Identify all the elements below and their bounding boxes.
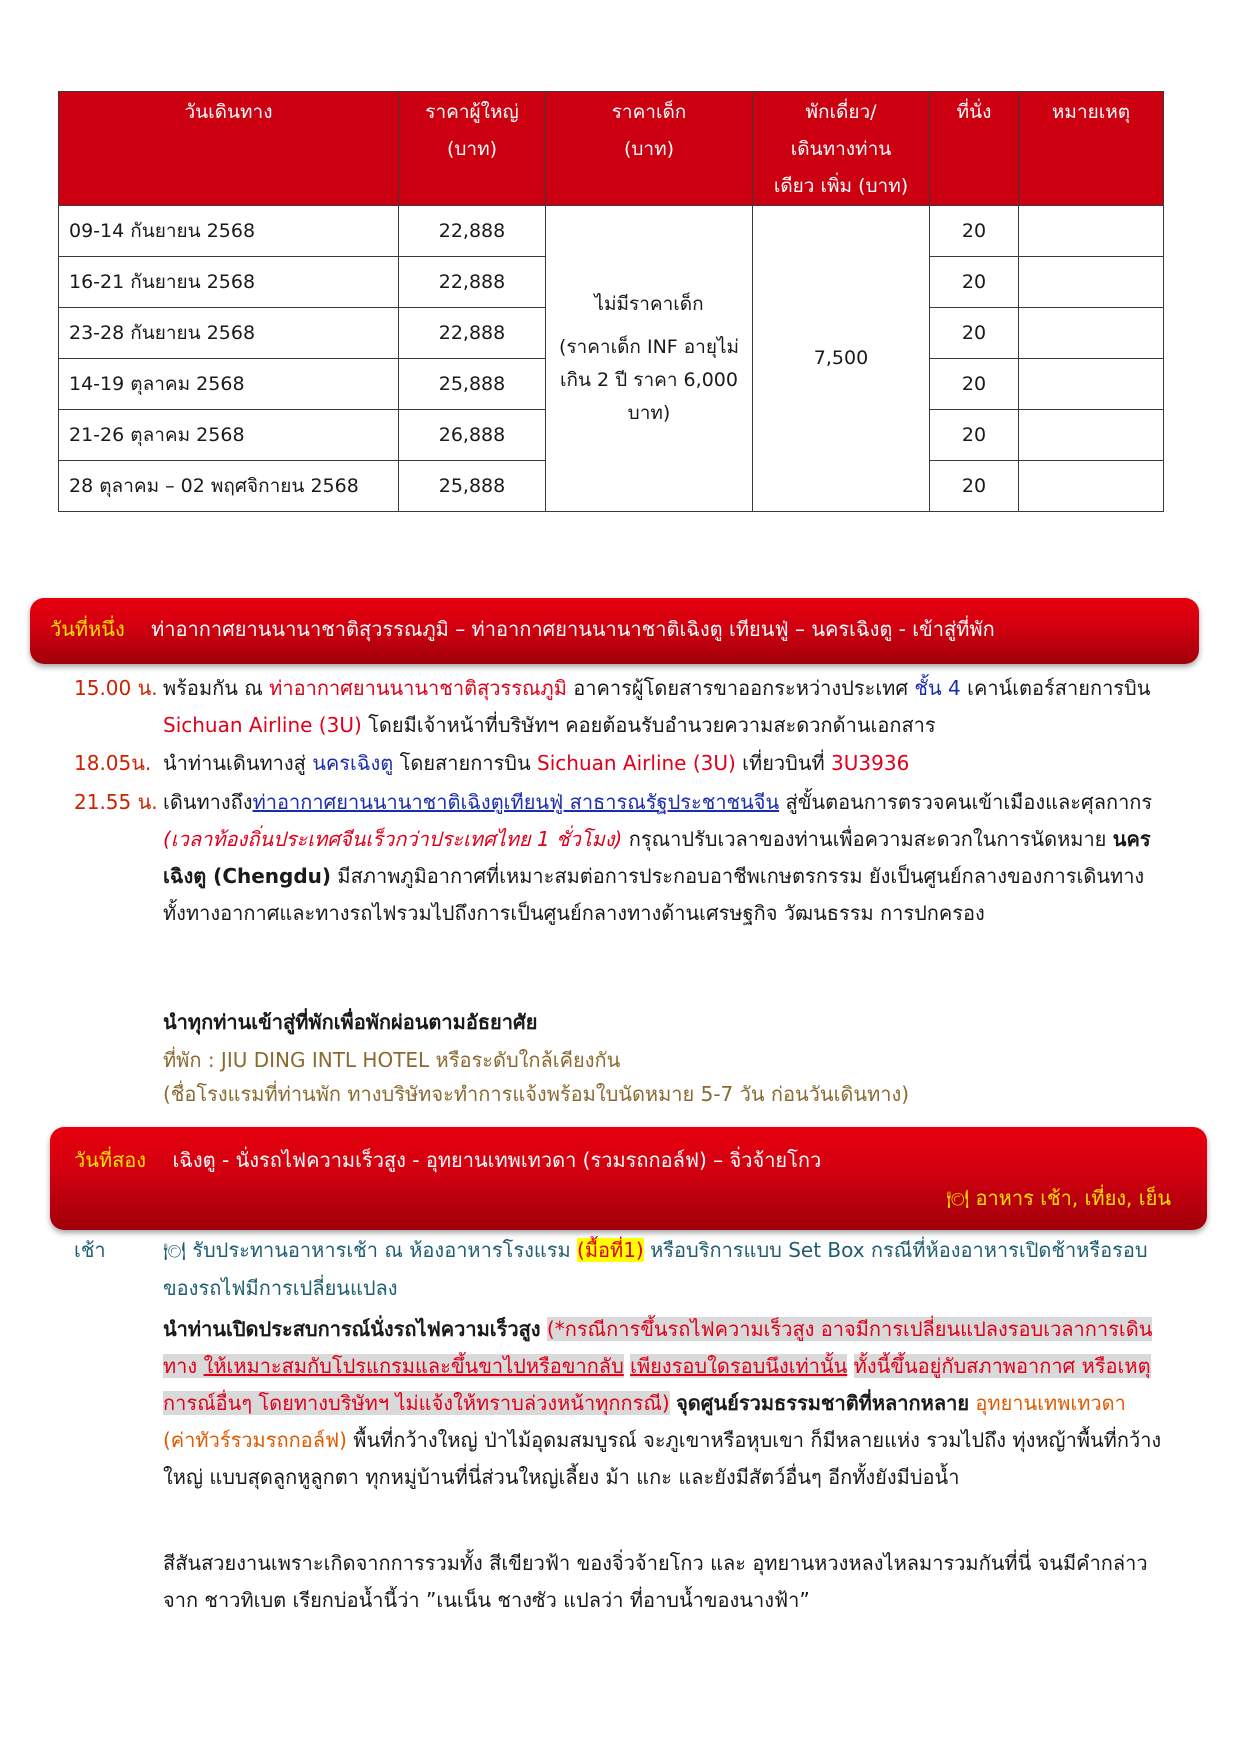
text: โดยสายการบิน (393, 751, 538, 775)
row-seats: 20 (930, 410, 1019, 461)
day1-rest: นำทุกท่านเข้าสู่ที่พักเพื่อพักผ่อนตามอัธยาศัย (163, 1010, 538, 1034)
day1-hotel: ที่พัก : JIU DING INTL HOTEL หรือระดับใกล้เคียงกัน (163, 1048, 621, 1072)
row-remark (1019, 359, 1164, 410)
train-note-underline: ให้เหมาะสมกับโปรแกรมและขึ้นขาไปหรือขากลับ (203, 1354, 624, 1378)
row-adult-price: 25,888 (399, 461, 546, 512)
airline-text: Sichuan Airline (3U) (163, 713, 362, 737)
single-supplement: 7,500 (753, 206, 930, 512)
text: เคาน์เตอร์สายการบิน (960, 676, 1151, 700)
meals-info (946, 1182, 1171, 1214)
text: โดยมีเจ้าหน้าที่บริษัทฯ คอยต้อนรับอำนวยความสะดวกด้านเอกสาร (361, 713, 936, 737)
header-single-supplement: พักเดี่ยว/ เดินทางท่าน เดียว เพิ่ม (บาท) (753, 92, 930, 206)
train-note-underline: เพียงรอบใดรอบนึงเท่านั้น (630, 1354, 848, 1378)
suvarnabhumi-link: ท่าอากาศยานนานาชาติสุวรรณภูมิ (269, 676, 567, 700)
park-description: พื้นที่กว้างใหญ่ ป่าไม้อุดมสมบูรณ์ จะภูเขาหรือหุบเขา ก็มีหลายแห่ง รวมไปถึง ทุ่งหญ้าพื้นที่กว้างใหญ่ แบบสุดลูกหูลูกตา ทุกหมู่บ้านที่นี่ส่วนใหญ่เลี้ยง ม้า แกะ และยังมีสัตว์อื่นๆ อีกทั้งยังมีบ่อน้ำ (163, 1428, 1162, 1489)
item-text (163, 745, 1163, 782)
item-text (163, 784, 1163, 932)
row-date: 14-19 ตุลาคม 2568 (59, 359, 399, 410)
text: เดินทางถึง (163, 790, 253, 814)
price-table (58, 91, 1164, 512)
row-date: 28 ตุลาคม – 02 พฤศจิกายน 2568 (59, 461, 399, 512)
child-price-note: (ราคาเด็ก INF อายุไม่เกิน 2 ปี ราคา 6,000 บาท) (558, 335, 740, 424)
day1-hotel-note: (ชื่อโรงแรมที่ท่านพัก ทางบริษัทจะทำการแจ้งพร้อมใบนัดหมาย 5-7 วัน ก่อนวันเดินทาง) (163, 1082, 910, 1106)
day1-banner (30, 598, 1199, 664)
row-seats: 20 (930, 359, 1019, 410)
row-remark (1019, 461, 1164, 512)
flight-number: 3U3936 (831, 751, 910, 775)
day2-route: เฉิงตู - นั่งรถไฟความเร็วสูง - อุทยานเทพเทวดา (รวมรถกอล์ฟ) – จิ่วจ้ายโกว (172, 1148, 822, 1172)
train-note: (*กรณีการขึ้นรถไฟความเร็วสูง อาจมีการเปลี่ยนแปลงรอบเวลาการเดินทาง (163, 1317, 1153, 1378)
chengdu-bold: นครเฉิงตู (Chengdu) (163, 827, 1151, 888)
row-adult-price: 26,888 (399, 410, 546, 461)
dining-icon: 🍽 (163, 1241, 186, 1262)
day2-colors: สีสันสวยงานเพราะเกิดจากการรวมทั้ง สีเขียวฟ้า ของจิ่วจ้ายโกว และ อุทยานหวงหลงไหลมารวมกันที่นี่ จนมีคำกล่าวจาก ชาวทิเบต เรียกบ่อน้ำนี้ว่า ”เนเน็น ชางซัว แปลว่า ที่อาบน้ำของนางฟ้า” (163, 1551, 1148, 1612)
row-remark (1019, 308, 1164, 359)
header-seats: ที่นั่ง (930, 92, 1019, 206)
child-price: ไม่มีราคาเด็ก (594, 292, 704, 315)
text: พร้อมกัน ณ (163, 676, 270, 700)
chengdu-airport-text: ท่าอากาศยานนานาชาติเฉิงตูเทียนฟู่ สาธารณรัฐประชาชนจีน (252, 790, 780, 814)
row-seats: 20 (930, 206, 1019, 257)
city-text: นครเฉิงตู (312, 751, 394, 775)
row-adult-price: 22,888 (399, 206, 546, 257)
morning-label: เช้า (74, 1238, 106, 1262)
row-date: 21-26 ตุลาคม 2568 (59, 410, 399, 461)
floor-text: ชั้น 4 (914, 676, 961, 700)
header-remark: หมายเหตุ (1019, 92, 1164, 206)
text: นำท่านเดินทางสู่ (163, 751, 313, 775)
meals-text: อาหาร เช้า, เที่ยง, เย็น (975, 1186, 1171, 1210)
train-title: นำท่านเปิดประสบการณ์นั่งรถไฟความเร็วสูง (163, 1317, 541, 1341)
breakfast-text (163, 1232, 1163, 1307)
day1-label: วันที่หนึ่ง (50, 617, 125, 641)
timezone-note: (เวลาท้องถิ่นประเทศจีนเร็วกว่าประเทศไทย 1 ชั่วโมง) (163, 827, 623, 851)
row-adult-price: 25,888 (399, 359, 546, 410)
text: หรือบริการแบบ Set Box กรณีที่ห้องอาหารเปิดช้าหรือรอบของรถไฟมีการเปลี่ยนแปลง (163, 1238, 1148, 1300)
row-seats: 20 (930, 257, 1019, 308)
row-seats: 20 (930, 308, 1019, 359)
time-label: 15.00 น. (74, 676, 158, 700)
train-note: ทั้งนี้ขึ้นอยู่กับสภาพอากาศ หรือเหตุการณ์อื่นๆ โดยทางบริษัทฯ ไม่แจ้งให้ทราบล่วงหน้าทุกกรณี) (163, 1354, 1151, 1415)
row-adult-price: 22,888 (399, 257, 546, 308)
day2-train (163, 1311, 1163, 1496)
row-adult-price: 22,888 (399, 308, 546, 359)
row-date: 23-28 กันยายน 2568 (59, 308, 399, 359)
day2-label: วันที่สอง (74, 1148, 147, 1172)
time-label: 21.55 น. (74, 790, 158, 814)
table-row (59, 206, 1164, 257)
header-travel-date: วันเดินทาง (59, 92, 399, 206)
row-remark (1019, 206, 1164, 257)
park-name: อุทยานเทพเทวดา (ค่าทัวร์รวมรถกอล์ฟ) (163, 1391, 1126, 1452)
child-price-cell (546, 206, 753, 512)
text: รับประทานอาหารเช้า ณ ห้องอาหารโรงแรม (192, 1238, 578, 1262)
text: อาคารผู้โดยสารขาออกระหว่างประเทศ (566, 676, 915, 700)
text (847, 1354, 853, 1378)
text: มีสภาพภูมิอากาศที่เหมาะสมต่อการประกอบอาชีพเกษตรกรรม ยังเป็นศูนย์กลางของการเดินทางทั้งทางอากาศและทางรถไฟรวมไปถึงการเป็นศูนย์กลางทางด้านเศรษฐกิจ วัฒนธรรม การปกครอง (163, 864, 1145, 925)
row-remark (1019, 257, 1164, 308)
header-adult-price: ราคาผู้ใหญ่ (บาท) (399, 92, 546, 206)
dining-icon: 🍽 (946, 1189, 970, 1210)
time-label: 18.05น. (74, 751, 152, 775)
item-text (163, 670, 1163, 744)
meal-count: (มื้อที่1) (577, 1238, 644, 1262)
row-remark (1019, 410, 1164, 461)
row-date: 16-21 กันยายน 2568 (59, 257, 399, 308)
header-child-price: ราคาเด็ก (บาท) (546, 92, 753, 206)
text: เที่ยวบินที่ (735, 751, 832, 775)
nature-title: จุดศูนย์รวมธรรมชาติที่หลากหลาย (676, 1391, 970, 1415)
day2-banner (50, 1127, 1207, 1230)
table-header-row (59, 92, 1164, 206)
row-seats: 20 (930, 461, 1019, 512)
airline-text: Sichuan Airline (3U) (537, 751, 736, 775)
text: กรุณาปรับเวลาของท่านเพื่อความสะดวกในการนัดหมาย (622, 827, 1113, 851)
day1-route: ท่าอากาศยานนานาชาติสุวรรณภูมิ – ท่าอากาศยานนานาชาติเฉิงตู เทียนฟู่ – นครเฉิงตู - เข้าสู่ที่พัก (151, 617, 995, 641)
text: สู่ขั้นตอนการตรวจคนเข้าเมืองและศุลกากร (779, 790, 1153, 814)
row-date: 09-14 กันยายน 2568 (59, 206, 399, 257)
